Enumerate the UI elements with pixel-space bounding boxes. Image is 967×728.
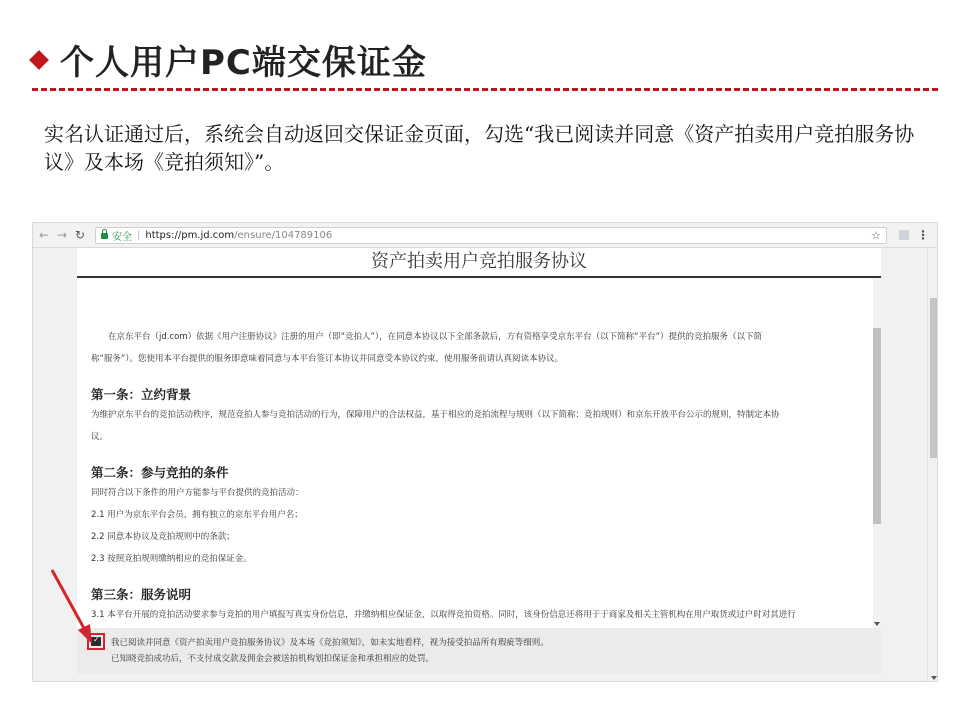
scroll-down-arrow-icon[interactable] (874, 622, 880, 626)
browser-toolbar (33, 223, 937, 248)
bookmark-star-icon[interactable]: ☆ (871, 228, 881, 242)
page-viewport (33, 248, 938, 682)
page-scrollbar[interactable] (927, 248, 938, 682)
checkmark-icon: ✓ (93, 635, 100, 644)
slide-title-text: 个人用户PC端交保证金 (60, 42, 427, 83)
intro-paragraph-line: 称“服务”）。您使用本平台提供的服务即意味着同意与本平台签订本协议并同意受本协议约束，使用服务前请认真阅读本协议。 (91, 354, 564, 364)
agreement-heading: 资产拍卖用户竞拍服务协议 (371, 251, 587, 272)
section-line: 同时符合以下条件的用户方能参与平台提供的竞拍活动： (91, 488, 304, 498)
agreement-scroll-box[interactable] (77, 278, 881, 628)
agreement-content (91, 326, 851, 626)
section-line: 2.3 按照竞拍规则缴纳相应的竞拍保证金。 (91, 554, 252, 564)
forward-arrow-icon[interactable]: → (56, 228, 68, 242)
section-title: 第三条：服务说明 (91, 587, 192, 602)
agree-text[interactable] (111, 635, 549, 667)
browser-menu-icon[interactable]: ⋮ (917, 228, 929, 242)
section-line: 议。 (91, 432, 109, 442)
section-line: 2.2 同意本协议及竞拍规则中的条款； (91, 532, 235, 542)
intro-paragraph-line: 在京东平台（jd.com）依据《用户注册协议》注册的用户（即“竞拍人”），在同意本协议以下全部条款后，方有资格享受京东平台（以下简称“平台”）提供的竞拍服务（以下简 (108, 332, 762, 342)
slide-title (32, 34, 427, 84)
address-bar[interactable] (95, 227, 887, 244)
page-scrollbar-thumb[interactable] (930, 298, 937, 458)
section-title: 第二条：参与竞拍的条件 (91, 465, 229, 480)
section-title: 第一条：立约背景 (91, 387, 192, 402)
annotation-arrow-icon (46, 566, 106, 648)
lock-icon (101, 233, 108, 239)
address-separator: | (137, 229, 141, 241)
section-line: 3.1 本平台开展的竞拍活动要求参与竞拍的用户填报写真实身份信息，并缴纳相应保证金，以取得竞拍资格。同时，该身份信息还将用于于商家及相关主管机构在用户取货或过户时对其进行 (91, 610, 796, 620)
refresh-icon[interactable]: ↻ (74, 228, 86, 242)
agreement-scrollbar-thumb[interactable] (873, 328, 881, 524)
agree-text-line: 已知晓竞拍成功后，不支付成交款及佣金会被送拍机构划扣保证金和承担相应的处罚。 (111, 654, 435, 664)
intro-text: 实名认证通过后，系统会自动返回交保证金页面，勾选“我已阅读并同意《资产拍卖用户竞拍服务协议》及本场《竞拍须知》”。 (44, 122, 915, 174)
section-line: 2.1 用户为京东平台会员，拥有独立的京东平台用户名； (91, 510, 303, 520)
url-host: https://pm.jd.com (145, 229, 235, 241)
agreement-header (77, 248, 881, 278)
secure-label: 安全 (112, 231, 132, 243)
browser-window (32, 222, 938, 682)
page-scroll-down-arrow-icon[interactable] (931, 676, 937, 680)
agree-text-line: 我已阅读并同意《资产拍卖用户竞拍服务协议》及本场《竞拍须知》，如未实地看样，视为接受拍品所有瑕疵等细则。 (111, 638, 549, 648)
title-divider (32, 88, 938, 91)
section-line: 为维护京东平台的竞拍活动秩序，规范竞拍人参与竞拍活动的行为，保障用户的合法权益，基于相应的竞拍流程与规则（以下简称：竞拍规则）和京东开放平台公示的规则，特制定本协 (91, 410, 780, 420)
agreement-scrollbar[interactable] (873, 278, 881, 628)
extension-icon[interactable] (899, 230, 909, 240)
diamond-bullet-icon (29, 50, 49, 70)
url-path: /ensure/104789106 (234, 229, 333, 241)
back-arrow-icon[interactable]: ← (38, 228, 50, 242)
agree-bar (77, 628, 881, 674)
